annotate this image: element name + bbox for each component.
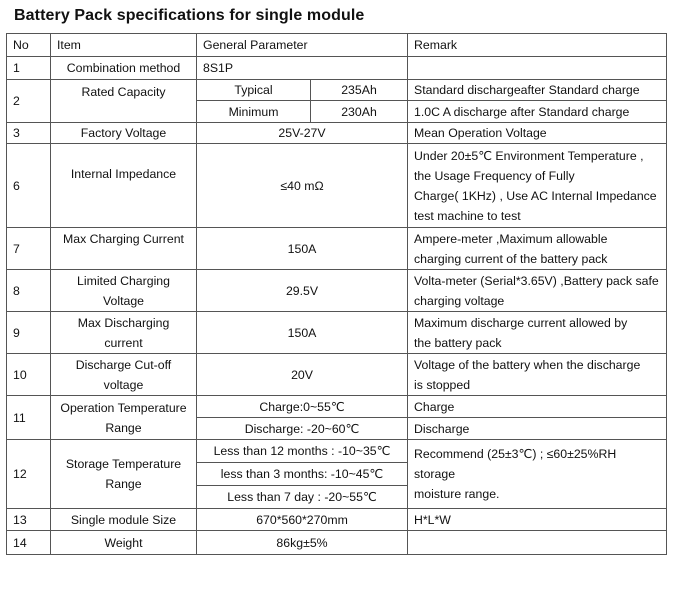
row-param: 150A bbox=[197, 228, 408, 270]
item-line: Voltage bbox=[102, 293, 145, 308]
row-no: 6 bbox=[7, 144, 51, 228]
table-row bbox=[7, 440, 667, 463]
remark-line: the battery pack bbox=[414, 335, 502, 350]
row-no: 14 bbox=[7, 531, 51, 555]
row-remark: Mean Operation Voltage bbox=[408, 123, 667, 144]
row-remark bbox=[408, 270, 667, 312]
row-no: 8 bbox=[7, 270, 51, 312]
row-remark bbox=[408, 354, 667, 396]
item-line: current bbox=[104, 335, 143, 350]
row-param: 29.5V bbox=[197, 270, 408, 312]
row-param: Less than 12 months : -10~35℃ bbox=[197, 440, 408, 463]
row-remark: Discharge bbox=[408, 418, 667, 440]
row-param: 670*560*270mm bbox=[197, 509, 408, 531]
remark-line: test machine to test bbox=[414, 208, 521, 223]
row-item bbox=[51, 440, 197, 509]
row-param: 8S1P bbox=[197, 57, 408, 80]
remark-line: Charge( 1KHz) , Use AC Internal Impedance bbox=[414, 188, 657, 203]
table-row bbox=[7, 270, 667, 312]
row-remark bbox=[408, 312, 667, 354]
row-no: 12 bbox=[7, 440, 51, 509]
row-item: Rated Capacity bbox=[51, 80, 197, 123]
remark-line: Voltage of the battery when the discharge bbox=[414, 357, 641, 372]
table-row bbox=[7, 509, 667, 531]
table-header-row bbox=[7, 34, 667, 57]
row-no: 11 bbox=[7, 396, 51, 440]
remark-line: the Usage Frequency of Fully bbox=[414, 168, 575, 183]
row-param: Discharge: -20~60℃ bbox=[197, 418, 408, 440]
row-remark: Standard dischargeafter Standard charge bbox=[408, 80, 667, 101]
row-item: Max Charging Current bbox=[51, 228, 197, 270]
remark-line: charging voltage bbox=[414, 293, 505, 308]
remark-line: Volta-meter (Serial*3.65V) ,Battery pack safe bbox=[414, 273, 659, 288]
row-no: 7 bbox=[7, 228, 51, 270]
row-item bbox=[51, 312, 197, 354]
sub-label: Typical bbox=[197, 80, 311, 101]
row-param: Charge:0~55℃ bbox=[197, 396, 408, 418]
table-row bbox=[7, 531, 667, 555]
row-remark bbox=[408, 440, 667, 509]
row-no: 9 bbox=[7, 312, 51, 354]
row-remark: H*L*W bbox=[408, 509, 667, 531]
row-param: ≤40 mΩ bbox=[197, 144, 408, 228]
row-item bbox=[51, 270, 197, 312]
row-param: 25V-27V bbox=[197, 123, 408, 144]
row-remark: 1.0C A discharge after Standard charge bbox=[408, 101, 667, 123]
row-param: 86kg±5% bbox=[197, 531, 408, 555]
row-param: 150A bbox=[197, 312, 408, 354]
item-line: Max Discharging bbox=[77, 315, 170, 330]
remark-line: is stopped bbox=[414, 377, 471, 392]
row-no: 3 bbox=[7, 123, 51, 144]
table-row bbox=[7, 123, 667, 144]
table-row bbox=[7, 354, 667, 396]
page-title: Battery Pack specifications for single module bbox=[14, 7, 365, 24]
row-remark bbox=[408, 228, 667, 270]
remark-line: Maximum discharge current allowed by bbox=[414, 315, 628, 330]
table-row bbox=[7, 80, 667, 101]
header-no: No bbox=[7, 34, 51, 57]
row-item: Weight bbox=[51, 531, 197, 555]
table-row bbox=[7, 396, 667, 418]
row-item: Combination method bbox=[51, 57, 197, 80]
spec-table bbox=[6, 33, 667, 555]
row-no: 2 bbox=[7, 80, 51, 123]
item-line: Storage Temperature bbox=[65, 457, 182, 471]
header-general-parameter: General Parameter bbox=[197, 34, 408, 57]
item-line: Limited Charging bbox=[77, 273, 170, 288]
row-item bbox=[51, 396, 197, 440]
item-line: Discharge Cut-off bbox=[75, 357, 172, 372]
sub-label: Minimum bbox=[197, 101, 311, 123]
row-no: 10 bbox=[7, 354, 51, 396]
sub-value: 230Ah bbox=[311, 101, 408, 123]
row-param: 20V bbox=[197, 354, 408, 396]
row-param: Less than 7 day : -20~55℃ bbox=[197, 486, 408, 509]
row-remark: Charge bbox=[408, 396, 667, 418]
row-no: 13 bbox=[7, 509, 51, 531]
table-row bbox=[7, 312, 667, 354]
item-line: Range bbox=[105, 420, 142, 435]
header-remark: Remark bbox=[408, 34, 667, 57]
remark-line: moisture range. bbox=[414, 487, 500, 501]
remark-line: Under 20±5℃ Environment Temperature , bbox=[414, 148, 644, 163]
row-item bbox=[51, 354, 197, 396]
item-line: Operation Temperature bbox=[60, 400, 187, 415]
item-line: Range bbox=[105, 477, 142, 491]
row-item: Factory Voltage bbox=[51, 123, 197, 144]
remark-line: Recommend (25±3℃) ; ≤60±25%RH storage bbox=[414, 447, 617, 481]
remark-line: charging current of the battery pack bbox=[414, 251, 608, 266]
sub-value: 235Ah bbox=[311, 80, 408, 101]
row-remark bbox=[408, 57, 667, 80]
row-remark bbox=[408, 144, 667, 228]
table-row bbox=[7, 228, 667, 270]
table-row bbox=[7, 57, 667, 80]
row-remark bbox=[408, 531, 667, 555]
table-row bbox=[7, 144, 667, 228]
row-param: less than 3 months: -10~45℃ bbox=[197, 463, 408, 486]
row-item: Single module Size bbox=[51, 509, 197, 531]
remark-line: Ampere-meter ,Maximum allowable bbox=[414, 231, 608, 246]
row-item: Internal Impedance bbox=[51, 144, 197, 228]
header-item: Item bbox=[51, 34, 197, 57]
item-line: voltage bbox=[103, 377, 144, 392]
row-no: 1 bbox=[7, 57, 51, 80]
